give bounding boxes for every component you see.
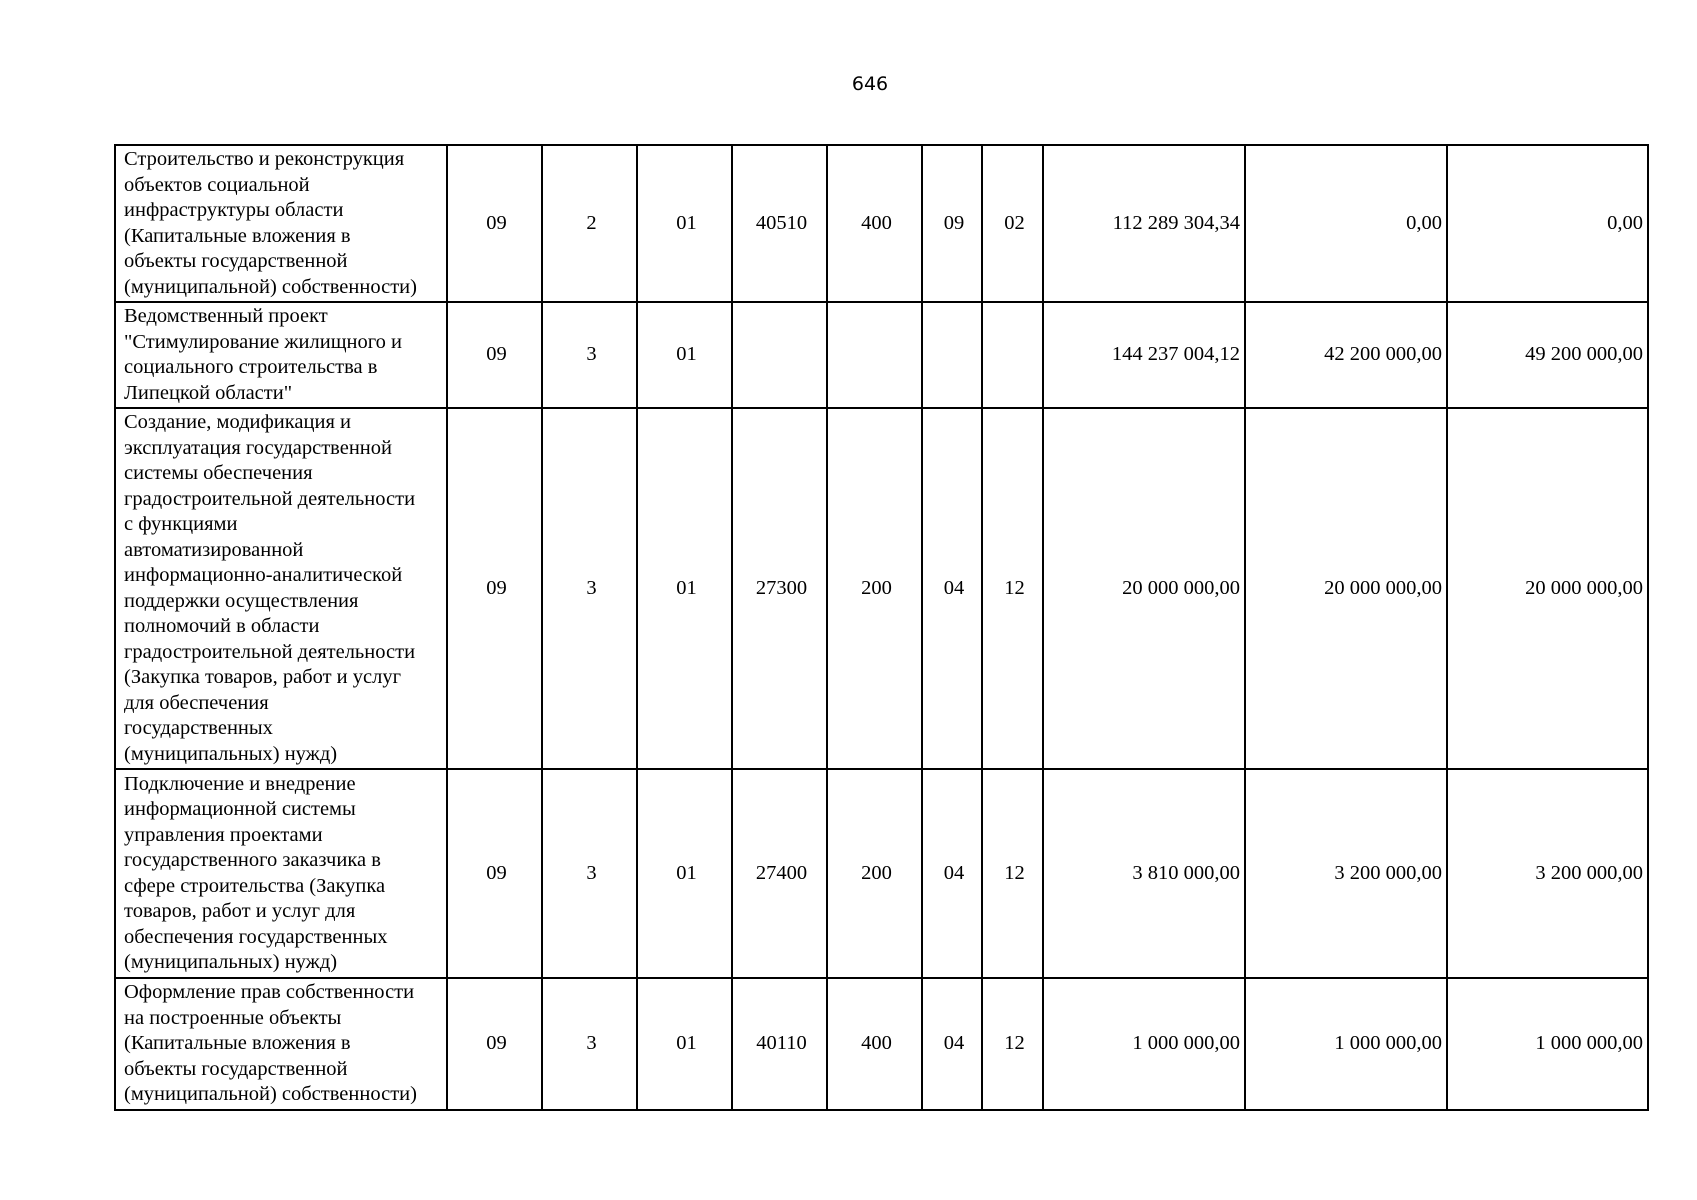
table-row	[115, 145, 1648, 302]
table-row	[115, 302, 1648, 408]
row-name: Оформление прав собственности на построенные объекты (Капитальные вложения в объекты государственной (муниципальной) собственности)	[115, 978, 447, 1110]
code-section	[922, 302, 982, 408]
row-name: Ведомственный проект "Стимулирование жилищного и социального строительства в Липецкой области"	[115, 302, 447, 408]
code-project: 01	[637, 145, 732, 302]
code-project: 01	[637, 408, 732, 769]
amount-year-2: 3 200 000,00	[1245, 769, 1447, 978]
budget-table	[114, 144, 1649, 1111]
row-name: Подключение и внедрение информационной системы управления проектами государственного заказчика в сфере строительства (Закупка товаров, работ и услуг для обеспечения государственных (муниципальных) нужд)	[115, 769, 447, 978]
code-subprogram: 2	[542, 145, 637, 302]
amount-year-1: 112 289 304,34	[1043, 145, 1245, 302]
code-project: 01	[637, 302, 732, 408]
row-name: Строительство и реконструкция объектов социальной инфраструктуры области (Капитальные вложения в объекты государственной (муниципальной) собственности)	[115, 145, 447, 302]
code-subprogram: 3	[542, 769, 637, 978]
code-subsection: 02	[982, 145, 1043, 302]
code-section: 04	[922, 408, 982, 769]
code-program: 09	[447, 769, 542, 978]
amount-year-3: 49 200 000,00	[1447, 302, 1648, 408]
amount-year-2: 1 000 000,00	[1245, 978, 1447, 1110]
row-name: Создание, модификация и эксплуатация государственной системы обеспечения градостроительной деятельности с функциями автоматизированной информационно-аналитической поддержки осуществления полномочий в области градостроительной деятельности (Закупка товаров, работ и услуг для обеспечения государственных (муниципальных) нужд)	[115, 408, 447, 769]
code-program: 09	[447, 145, 542, 302]
amount-year-1: 144 237 004,12	[1043, 302, 1245, 408]
code-program: 09	[447, 302, 542, 408]
code-program: 09	[447, 408, 542, 769]
code-expense-type: 200	[827, 408, 922, 769]
amount-year-3: 20 000 000,00	[1447, 408, 1648, 769]
amount-year-1: 3 810 000,00	[1043, 769, 1245, 978]
code-subsection: 12	[982, 408, 1043, 769]
code-direction: 40110	[732, 978, 827, 1110]
code-expense-type	[827, 302, 922, 408]
amount-year-2: 42 200 000,00	[1245, 302, 1447, 408]
code-direction: 27300	[732, 408, 827, 769]
amount-year-2: 0,00	[1245, 145, 1447, 302]
code-subprogram: 3	[542, 978, 637, 1110]
code-section: 09	[922, 145, 982, 302]
code-subsection: 12	[982, 769, 1043, 978]
amount-year-2: 20 000 000,00	[1245, 408, 1447, 769]
code-direction	[732, 302, 827, 408]
code-expense-type: 400	[827, 978, 922, 1110]
code-direction: 40510	[732, 145, 827, 302]
amount-year-1: 1 000 000,00	[1043, 978, 1245, 1110]
amount-year-3: 3 200 000,00	[1447, 769, 1648, 978]
code-project: 01	[637, 769, 732, 978]
amount-year-1: 20 000 000,00	[1043, 408, 1245, 769]
table-row	[115, 769, 1648, 978]
code-direction: 27400	[732, 769, 827, 978]
table-row	[115, 408, 1648, 769]
code-subprogram: 3	[542, 302, 637, 408]
code-program: 09	[447, 978, 542, 1110]
code-subprogram: 3	[542, 408, 637, 769]
code-project: 01	[637, 978, 732, 1110]
code-section: 04	[922, 978, 982, 1110]
amount-year-3: 1 000 000,00	[1447, 978, 1648, 1110]
page-number: 646	[851, 73, 889, 95]
amount-year-3: 0,00	[1447, 145, 1648, 302]
code-subsection	[982, 302, 1043, 408]
code-expense-type: 400	[827, 145, 922, 302]
table-row	[115, 978, 1648, 1110]
code-subsection: 12	[982, 978, 1043, 1110]
code-expense-type: 200	[827, 769, 922, 978]
code-section: 04	[922, 769, 982, 978]
